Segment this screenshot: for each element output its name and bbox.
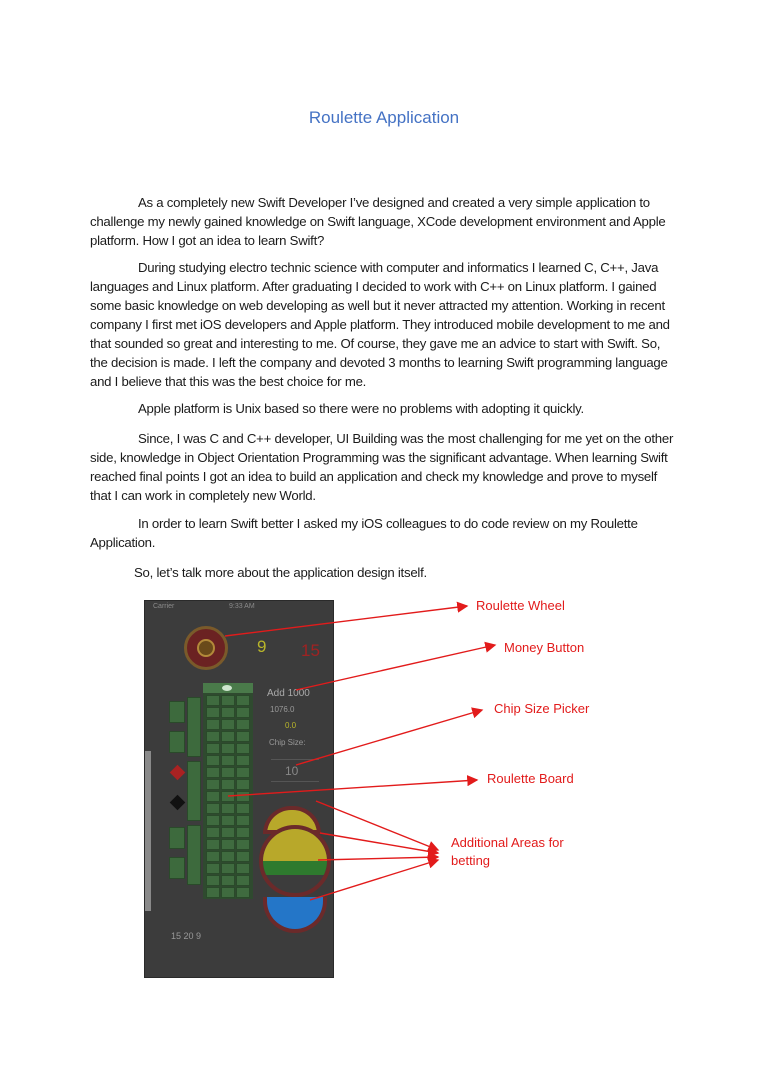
result-number: 9 (257, 637, 267, 656)
dozen-bet[interactable] (187, 761, 201, 821)
board-number-cell[interactable] (236, 827, 250, 838)
label-additional-areas-betting: betting (451, 853, 491, 868)
betting-zone (263, 829, 327, 861)
board-number-cell[interactable] (206, 875, 220, 886)
board-number-cell[interactable] (206, 719, 220, 730)
board-number-cell[interactable] (206, 815, 220, 826)
board-number-cell[interactable] (236, 887, 250, 898)
board-number-cell[interactable] (236, 875, 250, 886)
board-number-cell[interactable] (221, 719, 235, 730)
chip-size-picker[interactable]: 10 (285, 764, 299, 778)
board-number-cell[interactable] (221, 731, 235, 742)
board-number-cell[interactable] (221, 707, 235, 718)
paragraph-intro: As a completely new Swift Developer I’ve designed and created a very simple application to challenge my newly gained knowledge on Swift language, XCode development environment and Apple platform. How I got an idea to learn Swift? (90, 195, 666, 248)
board-number-cell[interactable] (206, 779, 220, 790)
dozen-bet[interactable] (187, 825, 201, 885)
additional-betting-area[interactable] (263, 897, 327, 933)
app-screenshot (144, 600, 334, 978)
board-number-cell[interactable] (236, 779, 250, 790)
board-number-cell[interactable] (206, 695, 220, 706)
picker-divider (271, 781, 319, 782)
label-money-button: Money Button (504, 640, 585, 655)
dozen-bet[interactable] (187, 697, 201, 757)
red-bet-icon[interactable] (170, 765, 186, 781)
arrow-additional-area (318, 857, 438, 860)
outside-bet[interactable] (169, 827, 185, 849)
board-number-cell[interactable] (206, 755, 220, 766)
board-number-cell[interactable] (236, 719, 250, 730)
arrow-additional-area (320, 833, 438, 853)
board-number-cell[interactable] (221, 695, 235, 706)
arrow-additional-area (316, 801, 438, 850)
board-number-cell[interactable] (206, 851, 220, 862)
outside-bet[interactable] (169, 701, 185, 723)
board-number-cell[interactable] (206, 767, 220, 778)
board-number-cell[interactable] (236, 863, 250, 874)
paragraph-background: During studying electro technic science with computer and informatics I learned C, C++, Java languages and Linux platform. After graduating I decided to work with C++ on Linux platform. I gained some basic knowledge on web developing as well but it never attracted my attention. Working in recent company I first met iOS developers and Apple platform. They introduced mobile development to me and that sounded so great and interesting to me. Of course, they gave me an advice to start with Swift. So, the decision is made. I left the company and devoted 3 months to learning Swift programming language and I believe that this was the best choice for me. (90, 260, 670, 389)
board-number-cell[interactable] (206, 803, 220, 814)
board-number-cell[interactable] (221, 887, 235, 898)
board-number-cell[interactable] (206, 791, 220, 802)
outside-bet[interactable] (169, 731, 185, 753)
board-number-cell[interactable] (221, 863, 235, 874)
label-additional-areas: Additional Areas for (451, 835, 564, 850)
roulette-wheel[interactable] (184, 626, 228, 670)
eye-icon (222, 685, 232, 691)
money-button[interactable]: Add 1000 (267, 688, 310, 699)
board-number-cell[interactable] (206, 863, 220, 874)
board-number-cell[interactable] (206, 731, 220, 742)
board-number-cell[interactable] (236, 695, 250, 706)
chip-size-label: Chip Size: (269, 738, 306, 747)
board-number-cell[interactable] (236, 803, 250, 814)
additional-betting-area[interactable] (259, 825, 331, 897)
wheel-hub-icon (197, 639, 215, 657)
paragraph-code-review: In order to learn Swift better I asked my iOS colleagues to do code review on my Roulette Application. (90, 516, 638, 550)
picker-divider (271, 759, 319, 760)
board-number-cell[interactable] (206, 707, 220, 718)
board-number-cell[interactable] (221, 839, 235, 850)
board-number-cell[interactable] (221, 851, 235, 862)
board-number-cell[interactable] (221, 815, 235, 826)
board-number-cell[interactable] (236, 707, 250, 718)
paragraph-apple-platform: Apple platform is Unix based so there were no problems with adopting it quickly. (138, 401, 584, 416)
label-roulette-wheel: Roulette Wheel (476, 598, 565, 613)
board-number-cell[interactable] (236, 815, 250, 826)
board-number-cell[interactable] (221, 791, 235, 802)
carrier-label: Carrier (153, 603, 175, 610)
board-number-cell[interactable] (206, 839, 220, 850)
money-value: 1076.0 (270, 705, 295, 714)
board-number-cell[interactable] (206, 743, 220, 754)
outside-bet[interactable] (169, 857, 185, 879)
betting-zone (263, 861, 327, 875)
history-numbers: 15 20 9 (171, 931, 202, 941)
board-number-cell[interactable] (221, 743, 235, 754)
board-number-cell[interactable] (221, 803, 235, 814)
paragraph-ui-building: Since, I was C and C++ developer, UI Building was the most challenging for me yet on the other side, knowledge in Object Orientation Programming was the significant advantage. When learning Swift reached final points I got an idea to build an application and check my knowledge and prove to myself that I can work in completely new World. (90, 431, 674, 503)
last-number: 15 (301, 641, 320, 660)
bet-value: 0.0 (285, 721, 297, 730)
board-number-cell[interactable] (221, 767, 235, 778)
board-number-cell[interactable] (236, 791, 250, 802)
page-title: Roulette Application (308, 108, 460, 127)
side-strip (145, 751, 151, 911)
board-number-cell[interactable] (236, 755, 250, 766)
board-number-cell[interactable] (206, 887, 220, 898)
board-number-cell[interactable] (221, 827, 235, 838)
board-number-cell[interactable] (236, 839, 250, 850)
paragraph-design-intro: So, let’s talk more about the application design itself. (134, 565, 427, 580)
board-number-cell[interactable] (221, 779, 235, 790)
board-number-cell[interactable] (236, 851, 250, 862)
board-number-cell[interactable] (236, 731, 250, 742)
label-roulette-board: Roulette Board (487, 771, 574, 786)
board-number-cell[interactable] (206, 827, 220, 838)
black-bet-icon[interactable] (170, 795, 186, 811)
label-chip-size-picker: Chip Size Picker (494, 701, 590, 716)
status-time: 9:33 AM (229, 603, 255, 610)
board-number-cell[interactable] (221, 875, 235, 886)
status-bar (145, 601, 333, 615)
board-number-cell[interactable] (236, 767, 250, 778)
board-number-cell[interactable] (221, 755, 235, 766)
board-number-cell[interactable] (236, 743, 250, 754)
